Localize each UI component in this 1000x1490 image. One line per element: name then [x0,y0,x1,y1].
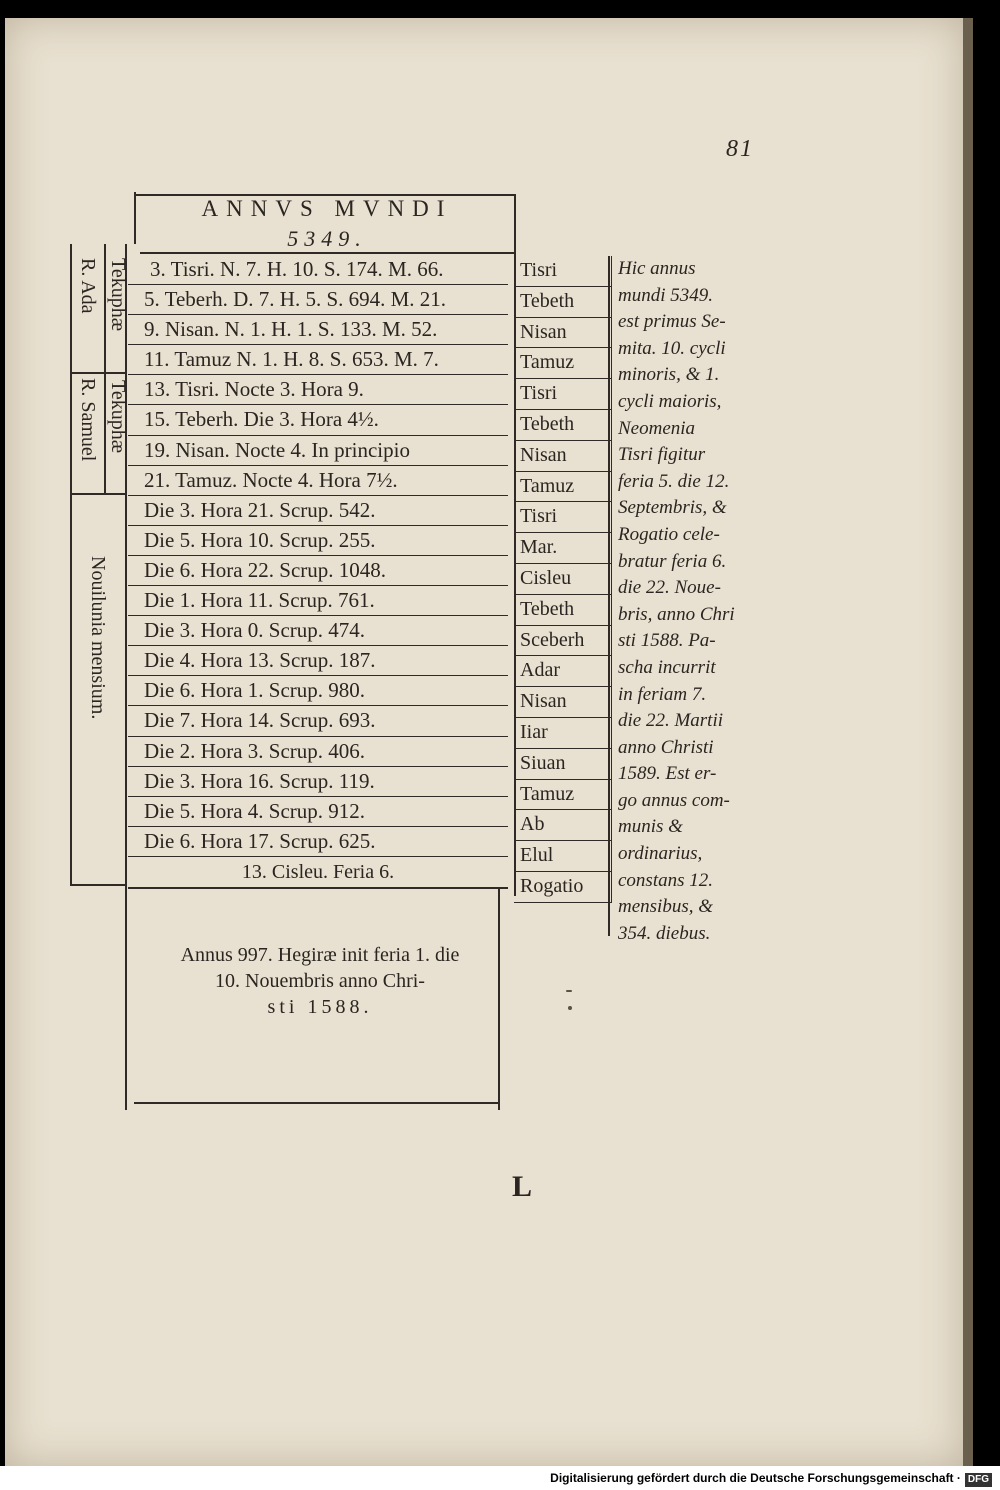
hegira-note [140,942,500,1020]
table-row: 13. Tisri. Nocte 3. Hora 9. [128,375,508,405]
ink-speck [568,1006,572,1010]
table-left-border [134,192,136,244]
month-cell: Nisan [514,687,612,718]
table-row: Die 6. Hora 1. Scrup. 980. [128,676,508,706]
feria-row: 13. Cisleu. Feria 6. [128,857,508,889]
note-line: mita. 10. cycli [618,337,726,359]
month-cell: Tamuz [514,780,612,811]
note-line: die 22. Noue- [618,577,721,599]
table-row: 15. Teberh. Die 3. Hora 4½. [128,405,508,435]
month-cell: Tebeth [514,287,612,318]
table-row: Die 6. Hora 22. Scrup. 1048. [128,556,508,586]
month-cell: Mar. [514,533,612,564]
note-line: mundi 5349. [618,284,713,306]
note-line: minoris, & 1. [618,364,720,386]
hegira-line: sti 1588. [267,996,373,1018]
month-cell: Tamuz [514,472,612,503]
table-row: Die 5. Hora 10. Scrup. 255. [128,526,508,556]
note-line: mensibus, & [618,896,713,918]
label-r-samuel: R. Samuel [77,378,99,462]
note-left-border [608,256,610,936]
note-line: in feriam 7. [618,683,707,705]
note-line: Septembris, & [618,497,727,519]
note-line: Hic annus [618,258,696,279]
note-line: feria 5. die 12. [618,470,730,492]
table-row: Die 7. Hora 14. Scrup. 693. [128,706,508,736]
hegira-line: 10. Nouembris anno Chri- [215,970,425,992]
note-line: die 22. Martii [618,710,724,732]
label-tekuphae-ada: Tekuphæ [107,258,129,332]
page-edge [963,18,973,1466]
month-cell: Nisan [514,318,612,349]
month-cell: Iiar [514,718,612,749]
dfg-logo: DFG [965,1473,992,1487]
table-row: 21. Tamuz. Nocte 4. Hora 7½. [128,466,508,496]
side-section-bottom [70,884,126,886]
side-section-sep-2 [70,493,126,495]
table-row: 5. Teberh. D. 7. H. 5. S. 694. M. 21. [128,285,508,315]
note-line: 1589. Est er- [618,763,717,785]
note-line: Tisri figitur [618,444,706,466]
table-title: ANNVS MVNDI [201,196,453,221]
label-tekuphae-samuel: Tekuphæ [107,380,129,454]
table-row: Die 4. Hora 13. Scrup. 187. [128,646,508,676]
digitization-footer [0,1466,1000,1490]
month-cell: Tebeth [514,595,612,626]
month-cell: Tisri [514,502,612,533]
note-line: munis & [618,816,683,838]
month-cell: Sceberh [514,626,612,657]
ink-speck [566,990,572,992]
month-cell: Siuan [514,749,612,780]
month-cell: Elul [514,841,612,872]
note-line: bratur feria 6. [618,550,727,572]
month-cell: Adar [514,656,612,687]
table-row: Die 6. Hora 17. Scrup. 625. [128,827,508,857]
year-underline [140,252,514,254]
table-row: 3. Tisri. N. 7. H. 10. S. 174. M. 66. [128,255,508,285]
month-cell: Nisan [514,441,612,472]
note-line: scha incurrit [618,656,716,678]
table-row: Die 2. Hora 3. Scrup. 406. [128,737,508,767]
note-line: ordinarius, [618,843,703,865]
catchword: L [512,1170,533,1203]
note-line: anno Christi [618,736,714,758]
month-cell: Cisleu [514,564,612,595]
label-novilunia: Nouilunia mensium. [87,556,109,720]
side-section-sep-1 [70,372,126,374]
table-year: 5349. [287,226,367,251]
note-line: go annus com- [618,789,730,811]
note-line: sti 1588. Pa- [618,630,716,652]
table-row: Die 1. Hora 11. Scrup. 761. [128,586,508,616]
side-column-outer [70,244,72,886]
note-line: cycli maioris, [618,390,722,412]
table-row: Die 5. Hora 4. Scrup. 912. [128,797,508,827]
month-column [514,256,612,903]
note-line: constans 12. [618,869,713,891]
note-line: 354. diebus. [618,922,711,944]
month-cell: Rogatio [514,872,612,903]
note-line: Neomenia [618,417,696,439]
month-cell: Tebeth [514,410,612,441]
table-row: Die 3. Hora 21. Scrup. 542. [128,496,508,526]
marginal-note [618,256,758,947]
note-line: Rogatio cele- [618,523,720,545]
note-line: bris, anno Chri [618,603,735,625]
table-row: Die 3. Hora 0. Scrup. 474. [128,616,508,646]
page-number: 81 [726,136,754,162]
table-rows [128,255,508,889]
footer-text: Digitalisierung gefördert durch die Deutsche Forschungsgemeinschaft · [550,1471,961,1485]
note-line: est primus Se- [618,311,726,333]
label-r-ada: R. Ada [77,258,99,314]
month-cell: Tamuz [514,348,612,379]
month-cell: Ab [514,810,612,841]
month-cell: Tisri [514,256,612,287]
month-cell: Tisri [514,379,612,410]
hegira-box-bottom [134,1102,500,1104]
table-row: 11. Tamuz N. 1. H. 8. S. 653. M. 7. [128,345,508,375]
table-row: 19. Nisan. Nocte 4. In principio [128,436,508,466]
table-row: 9. Nisan. N. 1. H. 1. S. 133. M. 52. [128,315,508,345]
table-row: Die 3. Hora 16. Scrup. 119. [128,767,508,797]
hegira-line: Annus 997. Hegiræ init feria 1. die [180,944,460,966]
